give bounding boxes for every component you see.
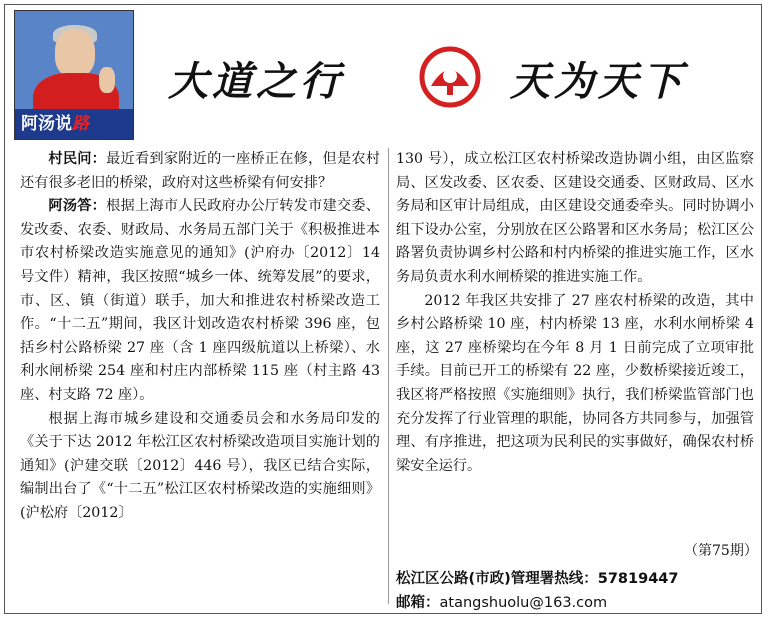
question-paragraph [20, 148, 380, 195]
email-address[interactable]: atangshuolu@163.com [439, 595, 608, 611]
masthead-right: 天为天下 [510, 58, 686, 105]
road-admin-emblem-icon [419, 46, 481, 108]
masthead-left: 大道之行 [168, 58, 344, 105]
answer-paragraph-2: 根据上海市城乡建设和交通委员会和水务局印发的《关于下达 2012 年松江区农村桥梁改造项目实施计划的通知》(沪建交联〔2012〕446 号），我区已结合实际，编制出台了《“十二五”松江区农村桥梁改造的实施细则》(沪松府〔2012〕 [20, 410, 380, 521]
answer-paragraph-3: 2012 年我区共安排了 27 座农村桥梁的改造，其中乡村公路桥梁 10 座，村内桥梁 13 座，水利水闸桥梁 4 座，这 27 座桥梁均在今年 8 月 1 日前完成了立项审批手续。目前已开工的桥梁有 22 座，少数桥梁接近竣工，我区将严格按照《实施细则》执行，我们桥梁监管部门也充分发挥了行业管理的职能，协同各方共同参与，加强管理、有序推进，把这项为民利民的实事做好，确保农村桥梁安全运行。 [396, 292, 754, 474]
email-line [396, 591, 607, 612]
hotline-text: 松江区公路(市政)管理署热线：57819447 [396, 571, 679, 587]
email-label: 邮箱： [396, 595, 440, 611]
answer-text-1: 根据上海市人民政府办公厅转发市建交委、发改委、农委、财政局、水务局五部门关于《积极推进本市农村桥梁改造实施意见的通知》(沪府办〔2012〕14 号文件）精神，我区按照“城乡一体、统筹发展”的要求，市、区、镇（街道）联手，加大和推进农村桥梁改造工作。“十二五”期间，我区计划改造农村桥梁 396 座，包括乡村公路桥梁 27 座（含 1 座四级航道以上桥梁）、水利水闸桥梁 254 座和村庄内部桥梁 115 座（村主路 43 座、村支路 72 座）。 [20, 198, 380, 403]
question-text: 最近看到家附近的一座桥正在修，但是农村还有很多老旧的桥梁，政府对这些桥梁有何安排？ [20, 151, 380, 191]
answer-paragraph-2-continued: 130 号），成立松江区农村桥梁改造协调小组，由区监察局、区发改委、区农委、区建设交通委、区财政局、区水务局和区审计局组成，由区建设交通委牵头。同时协调小组下设办公室，分别放在区公路署和区水务局；松江区公路署负责协调乡村公路和村内桥梁的推进实施工作，区水务局负责水利水闸桥梁的推进实施工作。 [396, 151, 754, 285]
caption-text: 阿汤说 [21, 114, 72, 134]
author-photo [14, 10, 134, 140]
answer-paragraph-1 [20, 195, 380, 407]
caption-mark: 路 [72, 114, 89, 134]
column-divider [388, 148, 389, 604]
article-right-column [396, 148, 754, 478]
answer-speaker: 阿汤答： [48, 198, 107, 215]
photo-face [55, 29, 95, 77]
question-speaker: 村民问： [48, 151, 107, 167]
issue-number: （第75期） [684, 543, 758, 559]
article-left-column [20, 148, 380, 526]
photo-caption [15, 109, 133, 139]
photo-hand [99, 67, 115, 93]
